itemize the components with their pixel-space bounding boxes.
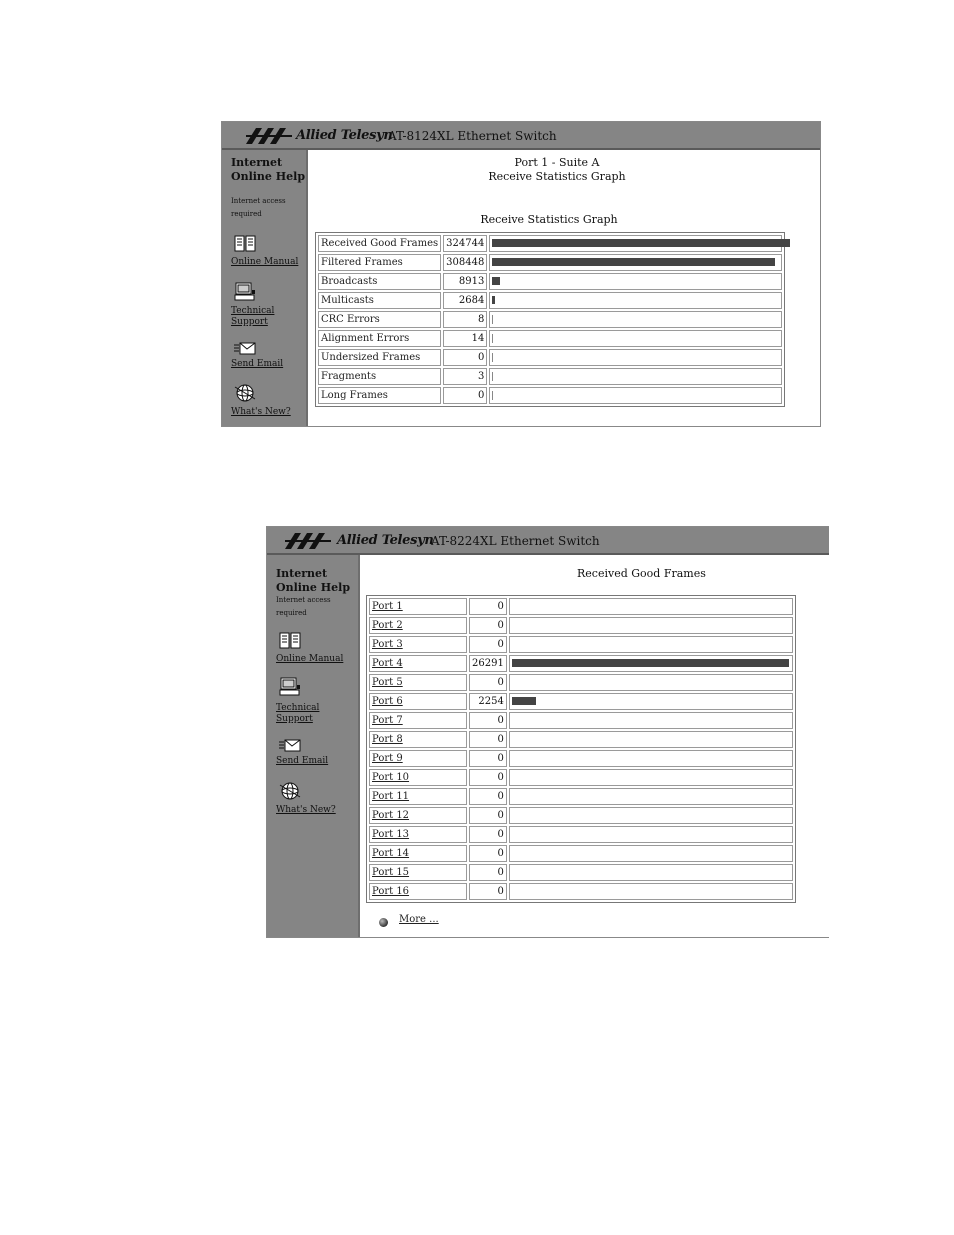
row-value: 0	[469, 807, 507, 824]
table-row	[369, 636, 793, 653]
row-bar-cell	[509, 674, 793, 691]
row-label-cell[interactable]	[369, 788, 467, 805]
help-note	[276, 594, 331, 620]
row-value: 0	[469, 750, 507, 767]
whats-new-link[interactable]: What's New?	[231, 407, 291, 417]
row-bar-cell	[509, 845, 793, 862]
row-label: Filtered Frames	[321, 257, 403, 268]
received-good-frames-heading: Received Good Frames	[577, 567, 706, 580]
row-value: 0	[469, 826, 507, 843]
computer-icon[interactable]	[279, 677, 301, 697]
table-row	[369, 883, 793, 900]
row-label-cell[interactable]	[369, 883, 467, 900]
table-row	[369, 826, 793, 843]
port-frames-table	[366, 595, 796, 903]
online-manual-link[interactable]: Online Manual	[276, 654, 344, 664]
technical-support-line1[interactable]: Technical	[231, 306, 275, 316]
table-row	[369, 655, 793, 672]
allied-telesyn-logo-icon	[246, 127, 292, 145]
send-email-link[interactable]: Send Email	[231, 359, 284, 369]
port-link[interactable]: Port 10	[372, 772, 410, 783]
help-note-line2: required	[231, 210, 262, 218]
technical-support-link[interactable]	[276, 703, 319, 725]
row-label-cell[interactable]	[369, 636, 467, 653]
port-heading: Port 1 - Suite A	[514, 156, 600, 169]
row-bar-cell	[509, 864, 793, 881]
row-value: 14	[443, 330, 487, 347]
value-bar	[492, 372, 493, 381]
row-value: 0	[443, 387, 487, 404]
row-bar-cell	[509, 617, 793, 634]
help-title	[231, 156, 305, 184]
value-bar	[492, 277, 500, 285]
help-sidebar	[222, 150, 308, 426]
row-label-cell[interactable]	[369, 693, 467, 710]
port-link[interactable]: Port 3	[372, 639, 403, 650]
row-value: 8913	[443, 273, 487, 290]
port-link[interactable]: Port 16	[372, 886, 410, 897]
row-label-cell	[318, 254, 441, 271]
brand-name: Allied Telesyn	[337, 533, 434, 548]
port-link[interactable]: Port 14	[372, 848, 410, 859]
title-bar	[267, 527, 829, 555]
row-bar-cell	[489, 368, 782, 385]
row-label: Fragments	[321, 371, 377, 382]
row-value: 2254	[469, 693, 507, 710]
table-row	[369, 617, 793, 634]
globe-icon[interactable]	[279, 781, 301, 801]
title-bar	[222, 122, 820, 150]
help-note	[231, 195, 286, 221]
page-heading	[308, 156, 806, 184]
value-bar	[512, 659, 789, 667]
help-sidebar	[267, 555, 360, 937]
row-label-cell[interactable]	[369, 617, 467, 634]
port-link[interactable]: Port 9	[372, 753, 403, 764]
technical-support-line2[interactable]: Support	[231, 317, 268, 327]
table-row	[318, 387, 782, 404]
table-row	[369, 750, 793, 767]
technical-support-link[interactable]	[231, 306, 274, 328]
row-bar-cell	[509, 731, 793, 748]
receive-statistics-table	[315, 232, 785, 407]
allied-telesyn-logo-icon	[285, 532, 331, 550]
value-bar	[492, 296, 495, 304]
row-bar-cell	[509, 712, 793, 729]
table-row	[369, 712, 793, 729]
row-bar-cell	[509, 788, 793, 805]
table-row	[318, 349, 782, 366]
graph-subheading: Receive Statistics Graph	[488, 170, 626, 183]
book-icon[interactable]	[234, 234, 256, 254]
table-row	[318, 254, 782, 271]
value-bar	[492, 258, 775, 266]
row-bar-cell	[489, 273, 782, 290]
row-value: 0	[469, 845, 507, 862]
received-good-frames-window	[266, 526, 829, 938]
row-bar-cell	[489, 235, 782, 252]
row-bar-cell	[509, 769, 793, 786]
row-label-cell	[318, 292, 441, 309]
row-label-cell	[318, 311, 441, 328]
row-label-cell	[318, 235, 441, 252]
row-label: CRC Errors	[321, 314, 380, 325]
port-link[interactable]: Port 4	[372, 658, 403, 669]
row-value: 0	[469, 636, 507, 653]
row-value: 2684	[443, 292, 487, 309]
envelope-icon[interactable]	[279, 736, 301, 756]
row-label: Alignment Errors	[321, 333, 410, 344]
port-link[interactable]: Port 2	[372, 620, 403, 631]
table-row	[318, 292, 782, 309]
table-row	[369, 769, 793, 786]
row-value: 0	[469, 788, 507, 805]
value-bar	[492, 315, 493, 324]
receive-statistics-window	[221, 121, 821, 427]
port-link[interactable]: Port 6	[372, 696, 403, 707]
row-value: 0	[469, 883, 507, 900]
row-value: 0	[469, 674, 507, 691]
row-label-cell[interactable]	[369, 598, 467, 615]
row-bar-cell	[489, 330, 782, 347]
row-label-cell[interactable]	[369, 712, 467, 729]
row-label: Broadcasts	[321, 276, 378, 287]
port-link[interactable]: Port 7	[372, 715, 403, 726]
help-note-line2: required	[276, 609, 307, 617]
row-bar-cell	[509, 693, 793, 710]
help-title-line2: Online Help	[231, 170, 306, 183]
value-bar	[492, 353, 493, 362]
help-note-line1: Internet access	[231, 197, 286, 205]
row-label-cell[interactable]	[369, 807, 467, 824]
table-row	[318, 273, 782, 290]
row-bar-cell	[489, 387, 782, 404]
technical-support-line2[interactable]: Support	[276, 714, 313, 724]
row-value: 0	[469, 864, 507, 881]
envelope-icon[interactable]	[234, 339, 256, 359]
bullet-icon	[379, 918, 388, 927]
table-row	[369, 864, 793, 881]
row-label: Long Frames	[321, 390, 388, 401]
computer-icon[interactable]	[234, 282, 256, 302]
value-bar	[492, 239, 790, 247]
row-label-cell[interactable]	[369, 750, 467, 767]
row-bar-cell	[509, 598, 793, 615]
row-bar-cell	[509, 750, 793, 767]
row-value: 324744	[443, 235, 487, 252]
table-row	[369, 693, 793, 710]
row-bar-cell	[489, 349, 782, 366]
row-label-cell	[318, 349, 441, 366]
help-title-line1: Internet	[231, 156, 283, 169]
product-name: AT-8124XL Ethernet Switch	[388, 129, 557, 143]
send-email-link[interactable]: Send Email	[276, 756, 329, 766]
row-value: 8	[443, 311, 487, 328]
help-title-line2: Online Help	[276, 581, 351, 594]
technical-support-line1[interactable]: Technical	[276, 703, 320, 713]
help-note-line1: Internet access	[276, 596, 331, 604]
table-row	[318, 368, 782, 385]
brand-name: Allied Telesyn	[296, 128, 393, 143]
row-value: 0	[469, 712, 507, 729]
table-row	[318, 311, 782, 328]
more-link[interactable]: More ...	[399, 914, 439, 925]
row-value: 26291	[469, 655, 507, 672]
value-bar	[492, 334, 493, 343]
table-title: Receive Statistics Graph	[480, 213, 618, 226]
row-value: 3	[443, 368, 487, 385]
row-label-cell	[318, 273, 441, 290]
table-row	[369, 845, 793, 862]
row-label-cell[interactable]	[369, 826, 467, 843]
port-link[interactable]: Port 5	[372, 677, 403, 688]
row-value: 0	[469, 769, 507, 786]
table-row	[369, 731, 793, 748]
row-value: 0	[469, 598, 507, 615]
row-bar-cell	[489, 254, 782, 271]
row-value: 308448	[443, 254, 487, 271]
port-link[interactable]: Port 1	[372, 601, 403, 612]
row-label: Undersized Frames	[321, 352, 421, 363]
table-row	[369, 598, 793, 615]
row-bar-cell	[509, 636, 793, 653]
row-label-cell[interactable]	[369, 674, 467, 691]
table-row	[369, 674, 793, 691]
row-label: Multicasts	[321, 295, 374, 306]
row-bar-cell	[489, 292, 782, 309]
port-link[interactable]: Port 12	[372, 810, 410, 821]
row-label: Received Good Frames	[321, 238, 439, 249]
row-label-cell[interactable]	[369, 769, 467, 786]
help-title-line1: Internet	[276, 567, 328, 580]
row-bar-cell	[489, 311, 782, 328]
row-value: 0	[469, 617, 507, 634]
book-icon[interactable]	[279, 631, 301, 651]
value-bar	[512, 697, 536, 705]
port-link[interactable]: Port 13	[372, 829, 410, 840]
row-label-cell	[318, 387, 441, 404]
port-link[interactable]: Port 15	[372, 867, 410, 878]
row-label-cell	[318, 330, 441, 347]
table-row	[369, 788, 793, 805]
row-label-cell[interactable]	[369, 864, 467, 881]
row-bar-cell	[509, 807, 793, 824]
row-bar-cell	[509, 826, 793, 843]
table-row	[318, 330, 782, 347]
globe-icon[interactable]	[234, 383, 256, 403]
row-label-cell[interactable]	[369, 845, 467, 862]
row-label-cell	[318, 368, 441, 385]
value-bar	[492, 391, 493, 400]
table-row	[369, 807, 793, 824]
whats-new-link[interactable]: What's New?	[276, 805, 336, 815]
row-value: 0	[443, 349, 487, 366]
row-label-cell[interactable]	[369, 655, 467, 672]
port-link[interactable]: Port 8	[372, 734, 403, 745]
row-bar-cell	[509, 655, 793, 672]
row-bar-cell	[509, 883, 793, 900]
table-row	[318, 235, 782, 252]
product-name: AT-8224XL Ethernet Switch	[431, 534, 600, 548]
port-link[interactable]: Port 11	[372, 791, 410, 802]
row-label-cell[interactable]	[369, 731, 467, 748]
online-manual-link[interactable]: Online Manual	[231, 257, 299, 267]
row-value: 0	[469, 731, 507, 748]
help-title	[276, 567, 350, 595]
